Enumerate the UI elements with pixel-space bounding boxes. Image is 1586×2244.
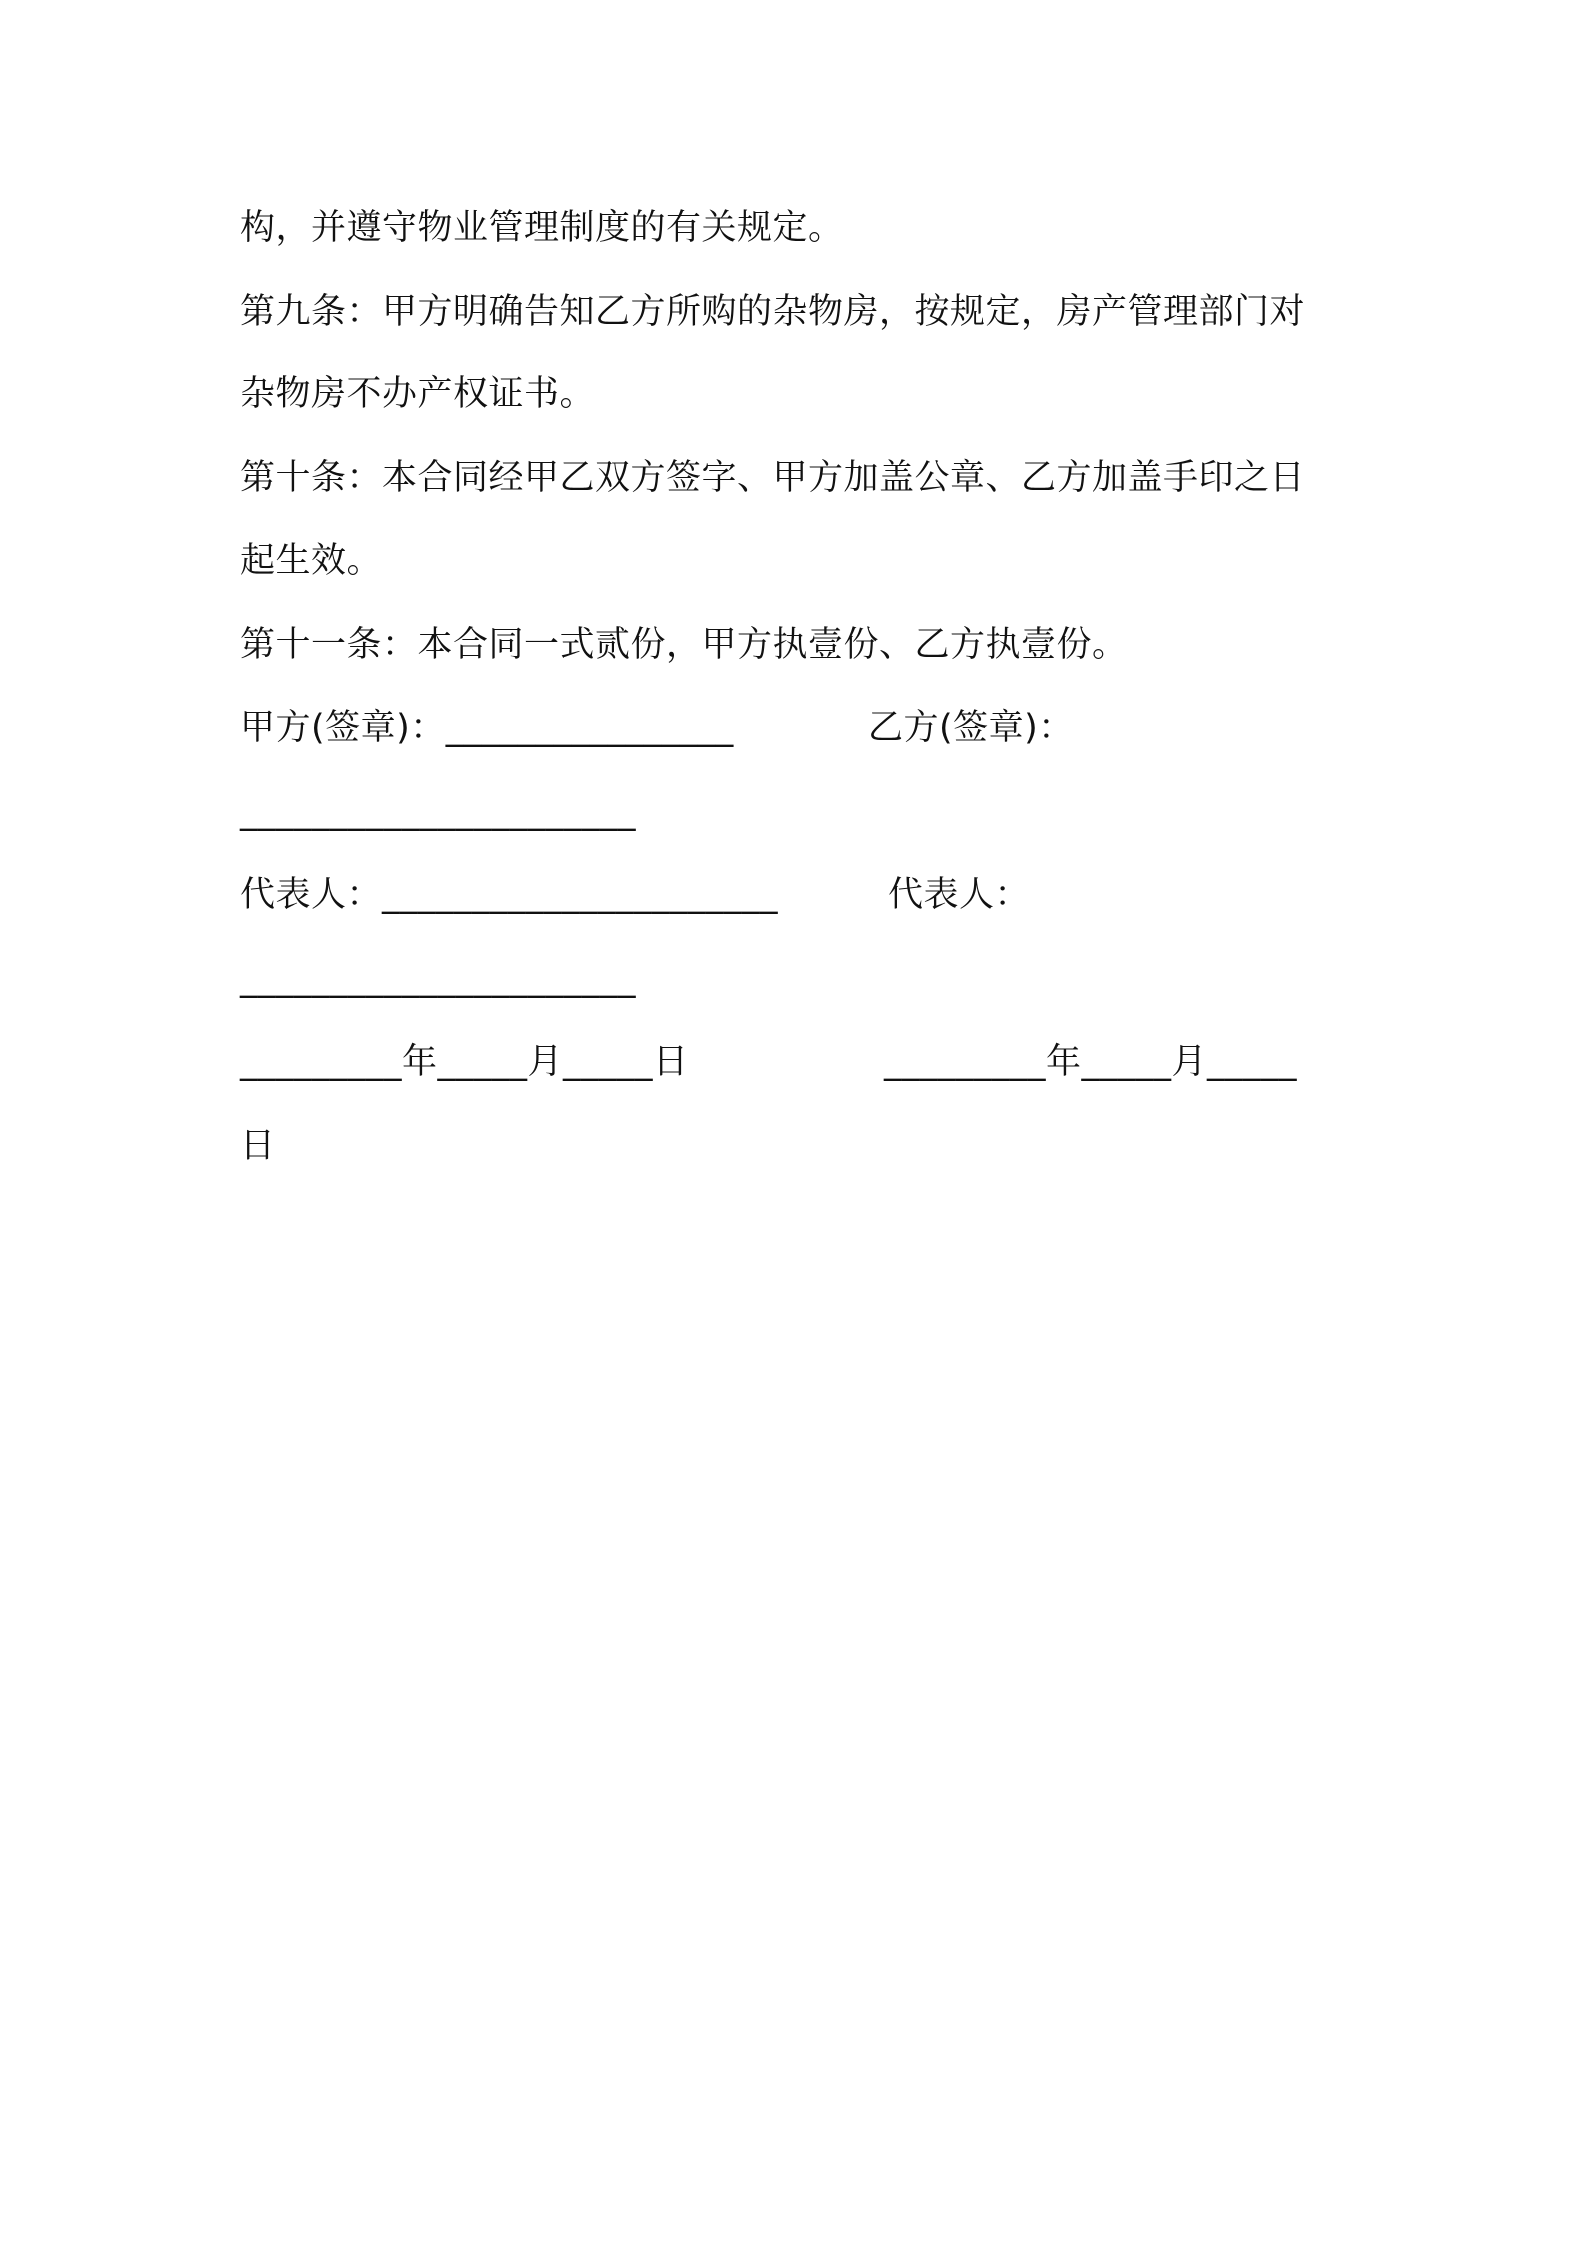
- party-b-representative-label: 代表人：: [888, 875, 1031, 915]
- party-b-representative-blank: ______________________: [240, 959, 636, 999]
- paragraph-clause-9-line-2: 杂物房不办产权证书。: [240, 374, 596, 414]
- party-b-date-line: _________年_____月_____: [884, 1042, 1298, 1082]
- party-a-signature-line: 甲方(签章)：________________: [240, 708, 734, 748]
- party-a-representative-line: 代表人：______________________: [240, 875, 779, 915]
- party-b-date-day-char: 日: [240, 1126, 276, 1166]
- party-a-date-line: _________年_____月_____日: [240, 1042, 689, 1082]
- paragraph-clause-9-line-1: 第九条：甲方明确告知乙方所购的杂物房，按规定，房产管理部门对: [240, 292, 1306, 332]
- paragraph-clause-10-line-1: 第十条：本合同经甲乙双方签字、甲方加盖公章、乙方加盖手印之日: [240, 458, 1306, 498]
- party-b-signature-label: 乙方(签章)：: [868, 708, 1074, 748]
- party-b-signature-blank: ______________________: [240, 792, 636, 832]
- paragraph-clause-11: 第十一条：本合同一式贰份，甲方执壹份、乙方执壹份。: [240, 625, 1128, 665]
- paragraph-clause-10-line-2: 起生效。: [240, 541, 383, 581]
- paragraph-clause-8-end: 构，并遵守物业管理制度的有关规定。: [240, 208, 844, 248]
